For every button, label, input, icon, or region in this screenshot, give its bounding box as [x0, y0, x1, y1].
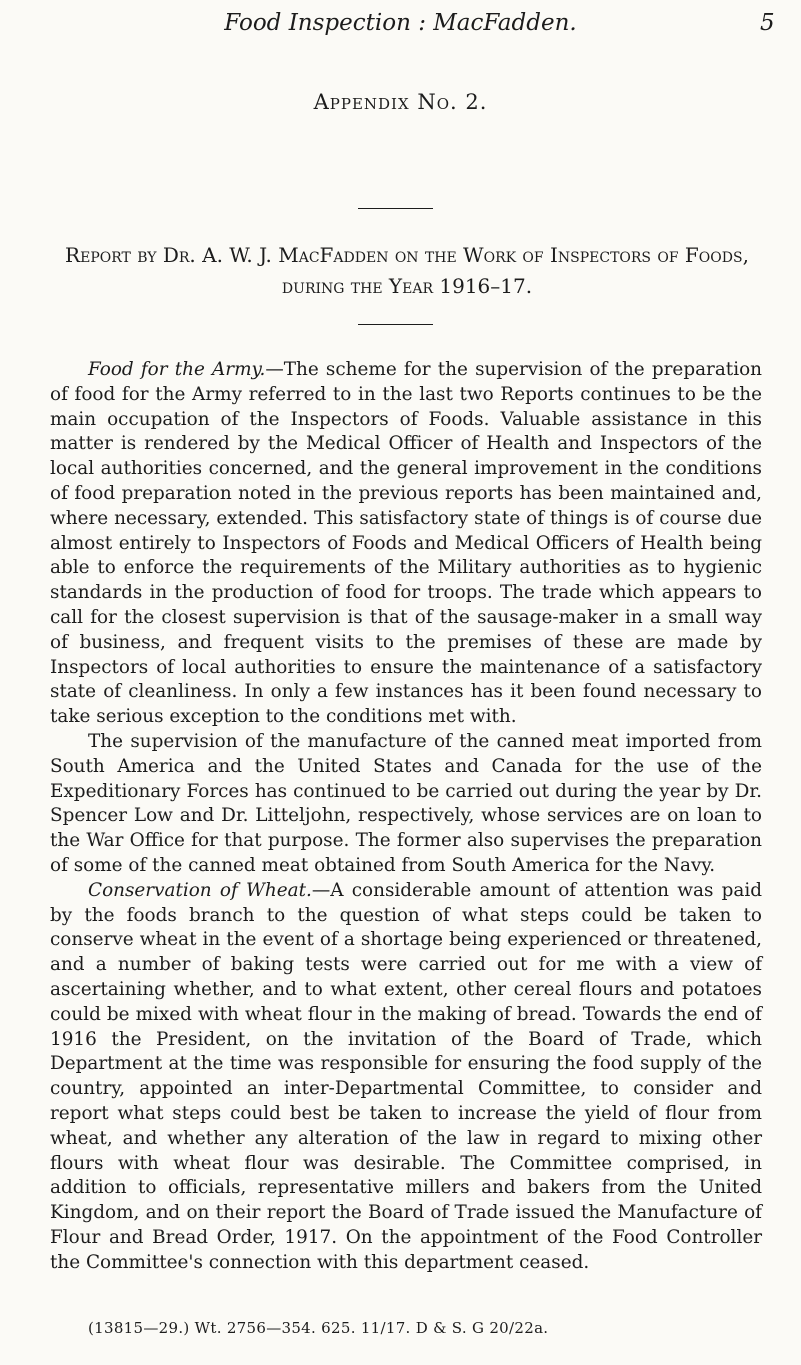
paragraph — [50, 358, 762, 730]
report-title: Report by Dr. A. W. J. MacFadden on the Work of Inspectors of Foods, during the Year 1916–17. — [65, 243, 749, 298]
paragraph-text: The supervision of the manufacture of the canned meat imported from South America and the United States and Canada for the use of the Expeditionary Forces has continued to be carried out during the year by Dr. Spencer Low and Dr. Litteljohn, respectively, whose services are on loan to the War Office for that purpose. The former also supervises the preparation of some of the canned meat obtained from South America for the Navy. — [50, 730, 762, 876]
body-text — [50, 358, 762, 1275]
divider-rule — [358, 208, 433, 209]
paragraph — [50, 730, 762, 879]
paragraph-text: —The scheme for the supervision of the preparation of food for the Army referred to in the last two Reports continues to be the main occupation of the Inspectors of Foods. Valuable assistance in this matter is rendered by the Medical Officer of Health and Inspectors of the local authorities concerned, and the general improvement in the conditions of food preparation noted in the previous reports has been maintained and, where necessary, extended. This satisfactory state of things is of course due almost entirely to Inspectors of Foods and Medical Officers of Health being able to enforce the requirements of the Military authorities as to hygienic standards in the production of food for troops. The trade which appears to call for the closest supervision is that of the sausage-maker in a small way of business, and frequent visits to the premises of these are made by Inspectors of local authorities to ensure the maintenance of a satisfactory state of cleanliness. In only a few instances has it been found necessary to take serious exception to the conditions met with. — [50, 359, 762, 728]
divider-rule — [358, 324, 433, 325]
paragraph-text: —A considerable amount of attention was paid by the foods branch to the question of what steps could be taken to conserve wheat in the event of a shortage being experienced or threatened, and a number of baking tests were carried out for me with a view of ascertaining whether, and to what extent, other cereal flours and potatoes could be mixed with wheat flour in the making of bread. Towards the end of 1916 the President, on the invitation of the Board of Trade, which Department at the time was responsible for ensuring the food supply of the country, appointed an inter-Departmental Committee, to consider and report what steps could best be taken to increase the yield of flour from wheat, and whether any alteration of the law in regard to mixing other flours with wheat flour was desirable. The Committee comprised, in addition to officials, representative millers and bakers from the United Kingdom, and on their report the Board of Trade issued the Manufacture of Flour and Bread Order, 1917. On the appointment of the Food Controller the Committee's connection with this department ceased. — [50, 879, 762, 1273]
page-number: 5 — [760, 10, 775, 36]
paragraph — [50, 879, 762, 1276]
appendix-heading: Appendix No. 2. — [313, 90, 488, 114]
running-header: Food Inspection : MacFadden. — [224, 10, 577, 36]
printer-imprint: (13815—29.) Wt. 2756—354. 625. 11/17. D & S. G 20/22a. — [88, 1319, 549, 1337]
section-heading: Food for the Army. — [88, 359, 266, 380]
section-heading: Conservation of Wheat. — [88, 879, 312, 901]
